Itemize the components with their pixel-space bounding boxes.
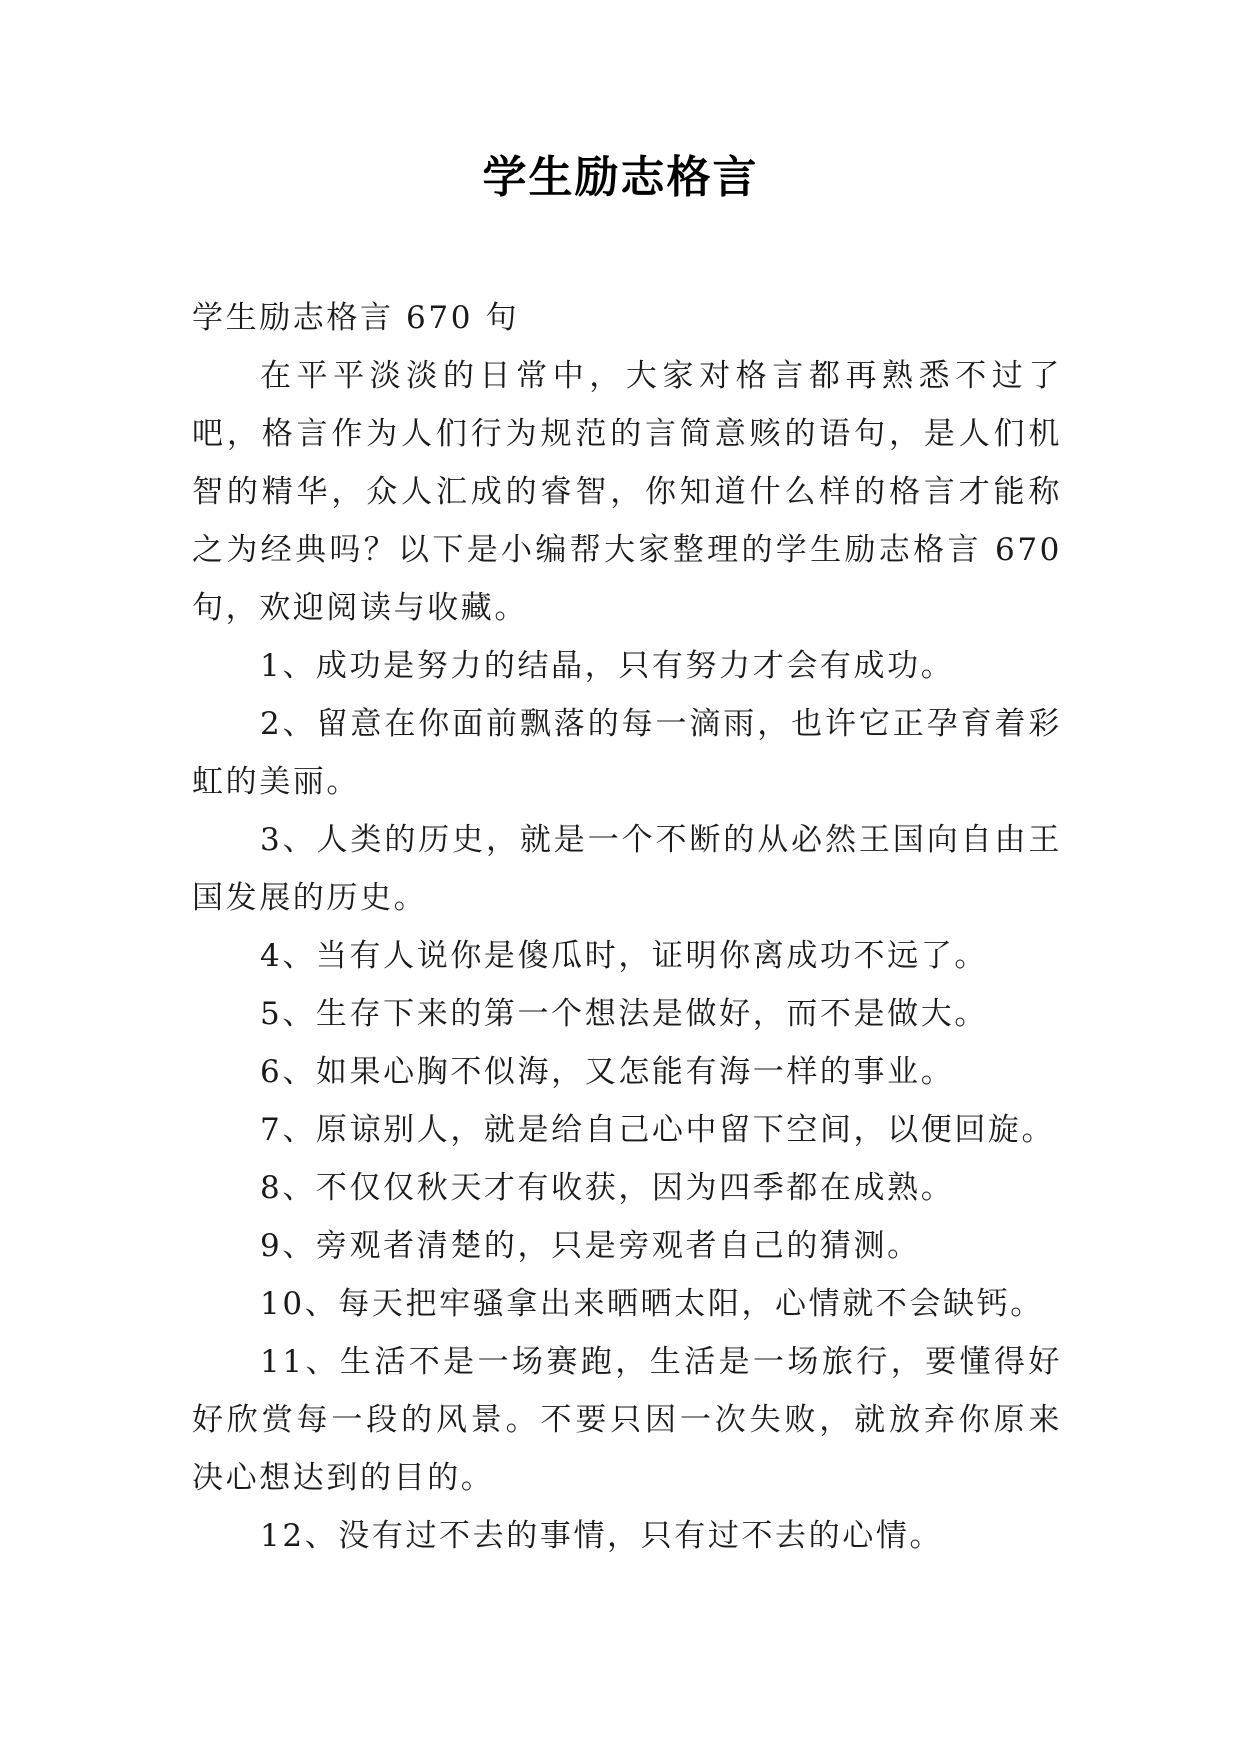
quote-item: 6、如果心胸不似海，又怎能有海一样的事业。 xyxy=(260,1054,955,1090)
quote-item: 11、生活不是一场赛跑，生活是一场旅行，要懂得好好欣赏每一段的风景。不要只因一次失败，就放弃你原来决心想达到的目的。 xyxy=(192,1344,1062,1496)
quote-item: 9、旁观者清楚的，只是旁观者自己的猜测。 xyxy=(260,1228,921,1264)
document-subtitle: 学生励志格言 670 句 xyxy=(192,300,520,336)
quote-item: 12、没有过不去的事情，只有过不去的心情。 xyxy=(260,1518,944,1554)
quote-item: 2、留意在你面前飘落的每一滴雨，也许它正孕育着彩虹的美丽。 xyxy=(192,706,1062,800)
document-body xyxy=(192,289,1062,1565)
quote-item: 4、当有人说你是傻瓜时，证明你离成功不远了。 xyxy=(260,938,988,974)
quote-item: 1、成功是努力的结晶，只有努力才会有成功。 xyxy=(260,648,955,684)
quote-item: 7、原谅别人，就是给自己心中留下空间，以便回旋。 xyxy=(260,1112,1056,1148)
document-title: 学生励志格言 xyxy=(482,152,759,203)
quote-item: 5、生存下来的第一个想法是做好，而不是做大。 xyxy=(260,996,988,1032)
quote-item: 10、每天把牢骚拿出来晒晒太阳，心情就不会缺钙。 xyxy=(260,1286,1044,1322)
intro-paragraph: 在平平淡淡的日常中，大家对格言都再熟悉不过了吧，格言作为人们行为规范的言简意赅的语句，是人们机智的精华，众人汇成的睿智，你知道什么样的格言才能称之为经典吗？以下是小编帮大家整理的学生励志格言 670 句，欢迎阅读与收藏。 xyxy=(192,358,1062,626)
quote-item: 8、不仅仅秋天才有收获，因为四季都在成熟。 xyxy=(260,1170,955,1206)
quote-item: 3、人类的历史，就是一个不断的从必然王国向自由王国发展的历史。 xyxy=(192,822,1062,916)
